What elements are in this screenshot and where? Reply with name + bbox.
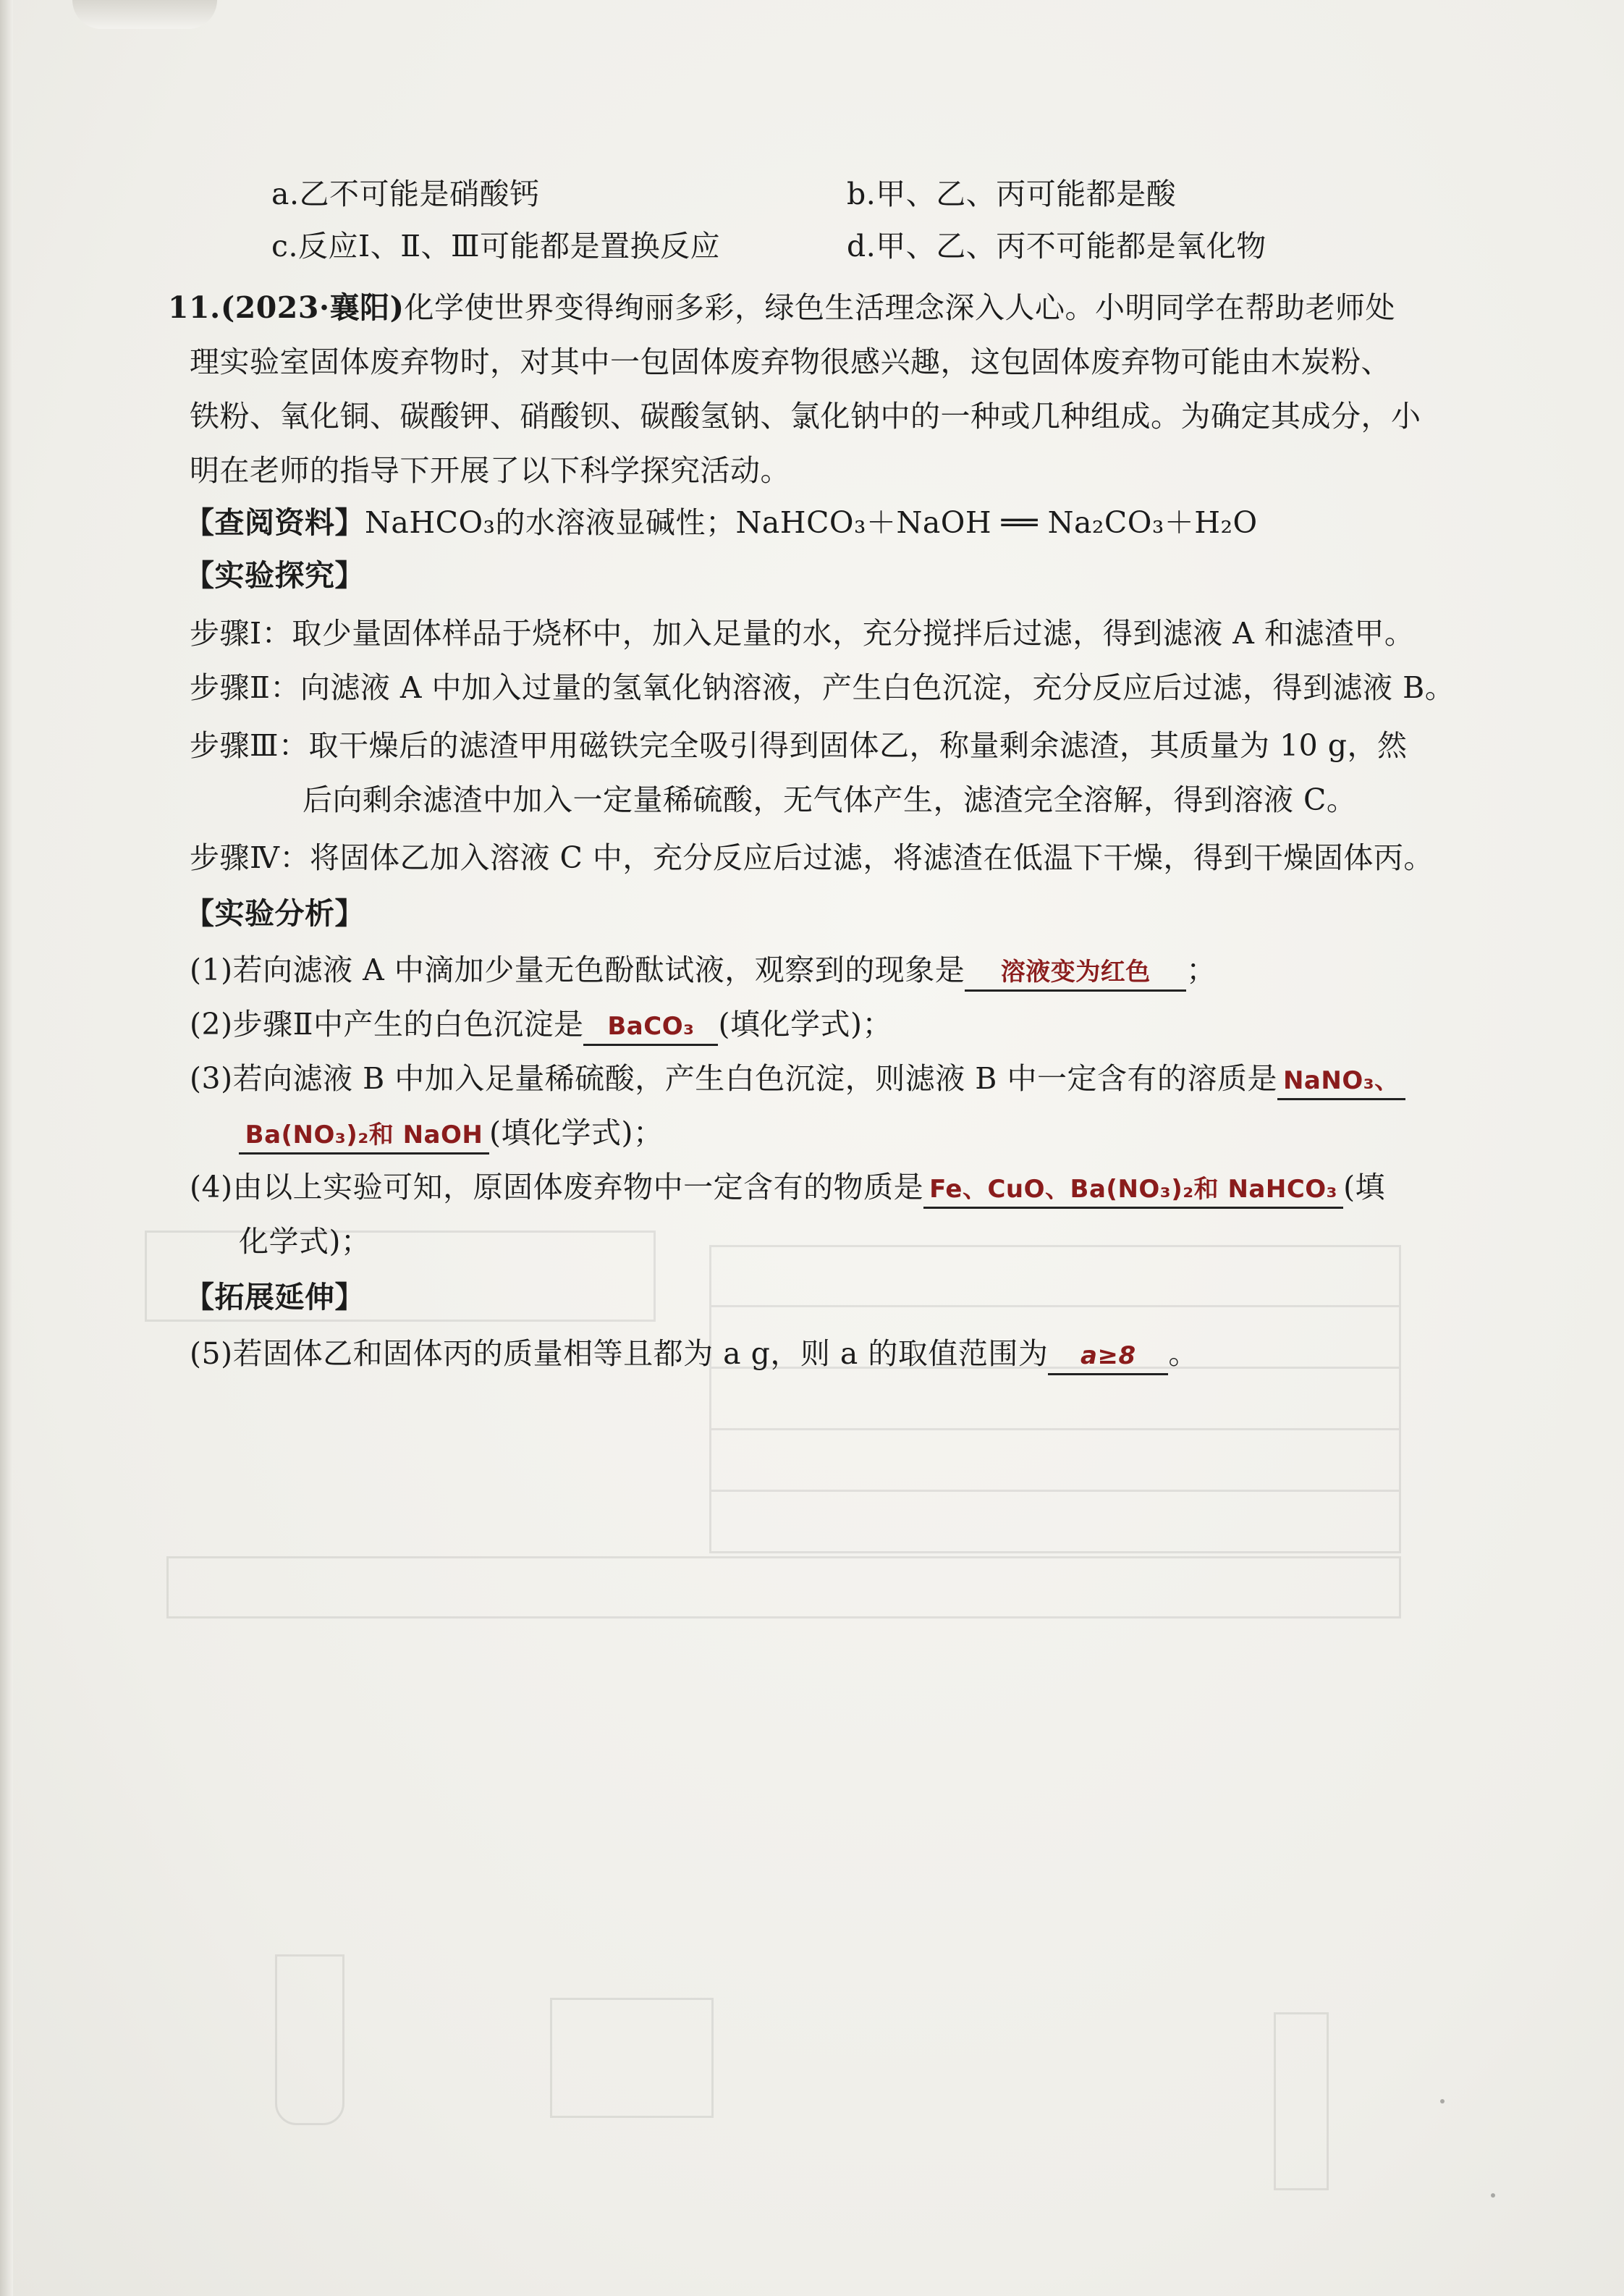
option-d: d.甲、乙、丙不可能都是氧化物 [847, 229, 1266, 263]
q4-suffix: (填 [1343, 1170, 1386, 1204]
q5-suffix: 。 [1168, 1336, 1198, 1371]
q2-prompt: (2)步骤Ⅱ中产生的白色沉淀是 [190, 1007, 584, 1042]
option-a: a.乙不可能是硝酸钙 [271, 177, 540, 211]
dust-speck [1440, 2099, 1445, 2103]
step-2: 步骤Ⅱ：向滤液 A 中加入过量的氢氧化钠溶液，产生白色沉淀，充分反应后过滤，得到滤液 B。 [190, 670, 1455, 705]
step-1: 步骤Ⅰ：取少量固体样品于烧杯中，加入足量的水，充分搅拌后过滤，得到滤液 A 和滤渣甲。 [190, 616, 1415, 651]
bleed-through-box [275, 1954, 344, 2125]
step-3: 步骤Ⅲ：取干燥后的滤渣甲用磁铁完全吸引得到固体乙，称量剩余滤渣，其质量为 10 g，然 [190, 728, 1408, 763]
step-3-continued: 后向剩余滤渣中加入一定量稀硫酸，无气体产生，滤渣完全溶解，得到溶液 C。 [303, 782, 1357, 817]
extension-q5 [190, 1332, 1198, 1375]
experiment-title: 【实验探究】 [185, 558, 365, 593]
option-b: b.甲、乙、丙可能都是酸 [847, 177, 1177, 211]
q1-answer: 溶液变为红色 [965, 955, 1186, 992]
intro-line-2: 理实验室固体废弃物时，对其中一包固体废弃物很感兴趣，这包固体废弃物可能由木炭粉、 [190, 345, 1391, 379]
q3-prompt: (3)若向滤液 B 中加入足量稀硫酸，产生白色沉淀，则滤液 B 中一定含有的溶质是 [190, 1061, 1277, 1096]
q1-prompt: (1)若向滤液 A 中滴加少量无色酚酞试液，观察到的现象是 [190, 953, 965, 987]
analysis-q2 [190, 1003, 892, 1046]
q5-answer: a≥8 [1048, 1338, 1168, 1375]
question-source: (2023·襄阳) [220, 290, 405, 325]
reference-title: 【查阅资料】 [185, 505, 365, 540]
q2-suffix: (填化学式)； [718, 1007, 892, 1042]
scan-shadow [72, 0, 217, 29]
option-c: c.反应Ⅰ、Ⅱ、Ⅲ可能都是置换反应 [271, 229, 721, 263]
analysis-q3 [190, 1057, 1405, 1100]
analysis-q4-continued: 化学式)； [239, 1224, 371, 1259]
intro-line-1: 化学使世界变得绚丽多彩，绿色生活理念深入人心。小明同学在帮助老师处 [404, 290, 1396, 325]
bleed-through-box [1274, 2012, 1329, 2190]
q3-answer-part-1: NaNO₃、 [1277, 1063, 1405, 1100]
analysis-q4 [190, 1165, 1385, 1209]
page-edge-shadow [0, 0, 13, 2296]
q5-prompt: (5)若固体乙和固体丙的质量相等且都为 a g，则 a 的取值范围为 [190, 1336, 1049, 1371]
q4-answer: Fe、CuO、Ba(NO₃)₂和 NaHCO₃ [923, 1172, 1343, 1209]
analysis-q1 [190, 948, 1217, 992]
q3-answer-part-2: Ba(NO₃)₂和 NaOH [239, 1118, 489, 1155]
bleed-through-box [550, 1998, 714, 2118]
intro-line-4: 明在老师的指导下开展了以下科学探究活动。 [190, 453, 790, 488]
question-intro [168, 286, 1395, 329]
q1-suffix: ； [1186, 953, 1217, 987]
intro-line-3: 铁粉、氧化铜、碳酸钾、硝酸钡、碳酸氢钠、氯化钠中的一种或几种组成。为确定其成分，小 [190, 399, 1421, 434]
extension-title: 【拓展延伸】 [185, 1280, 365, 1314]
bleed-through-box [166, 1556, 1401, 1618]
question-number: 11. [168, 290, 221, 325]
q4-prompt: (4)由以上实验可知，原固体废弃物中一定含有的物质是 [190, 1170, 924, 1204]
q3-suffix: (填化学式)； [489, 1115, 664, 1150]
reference-text: NaHCO₃的水溶液显碱性；NaHCO₃＋NaOH ══ Na₂CO₃＋H₂O [365, 505, 1258, 540]
dust-speck [1491, 2193, 1495, 2198]
reference-section [185, 501, 1258, 544]
bleed-through-table [709, 1245, 1401, 1553]
step-4: 步骤Ⅳ：将固体乙加入溶液 C 中，充分反应后过滤，将滤渣在低温下干燥，得到干燥固体丙。 [190, 840, 1434, 875]
analysis-title: 【实验分析】 [185, 896, 365, 931]
analysis-q3-continued [239, 1111, 664, 1155]
q2-answer: BaCO₃ [583, 1009, 718, 1046]
